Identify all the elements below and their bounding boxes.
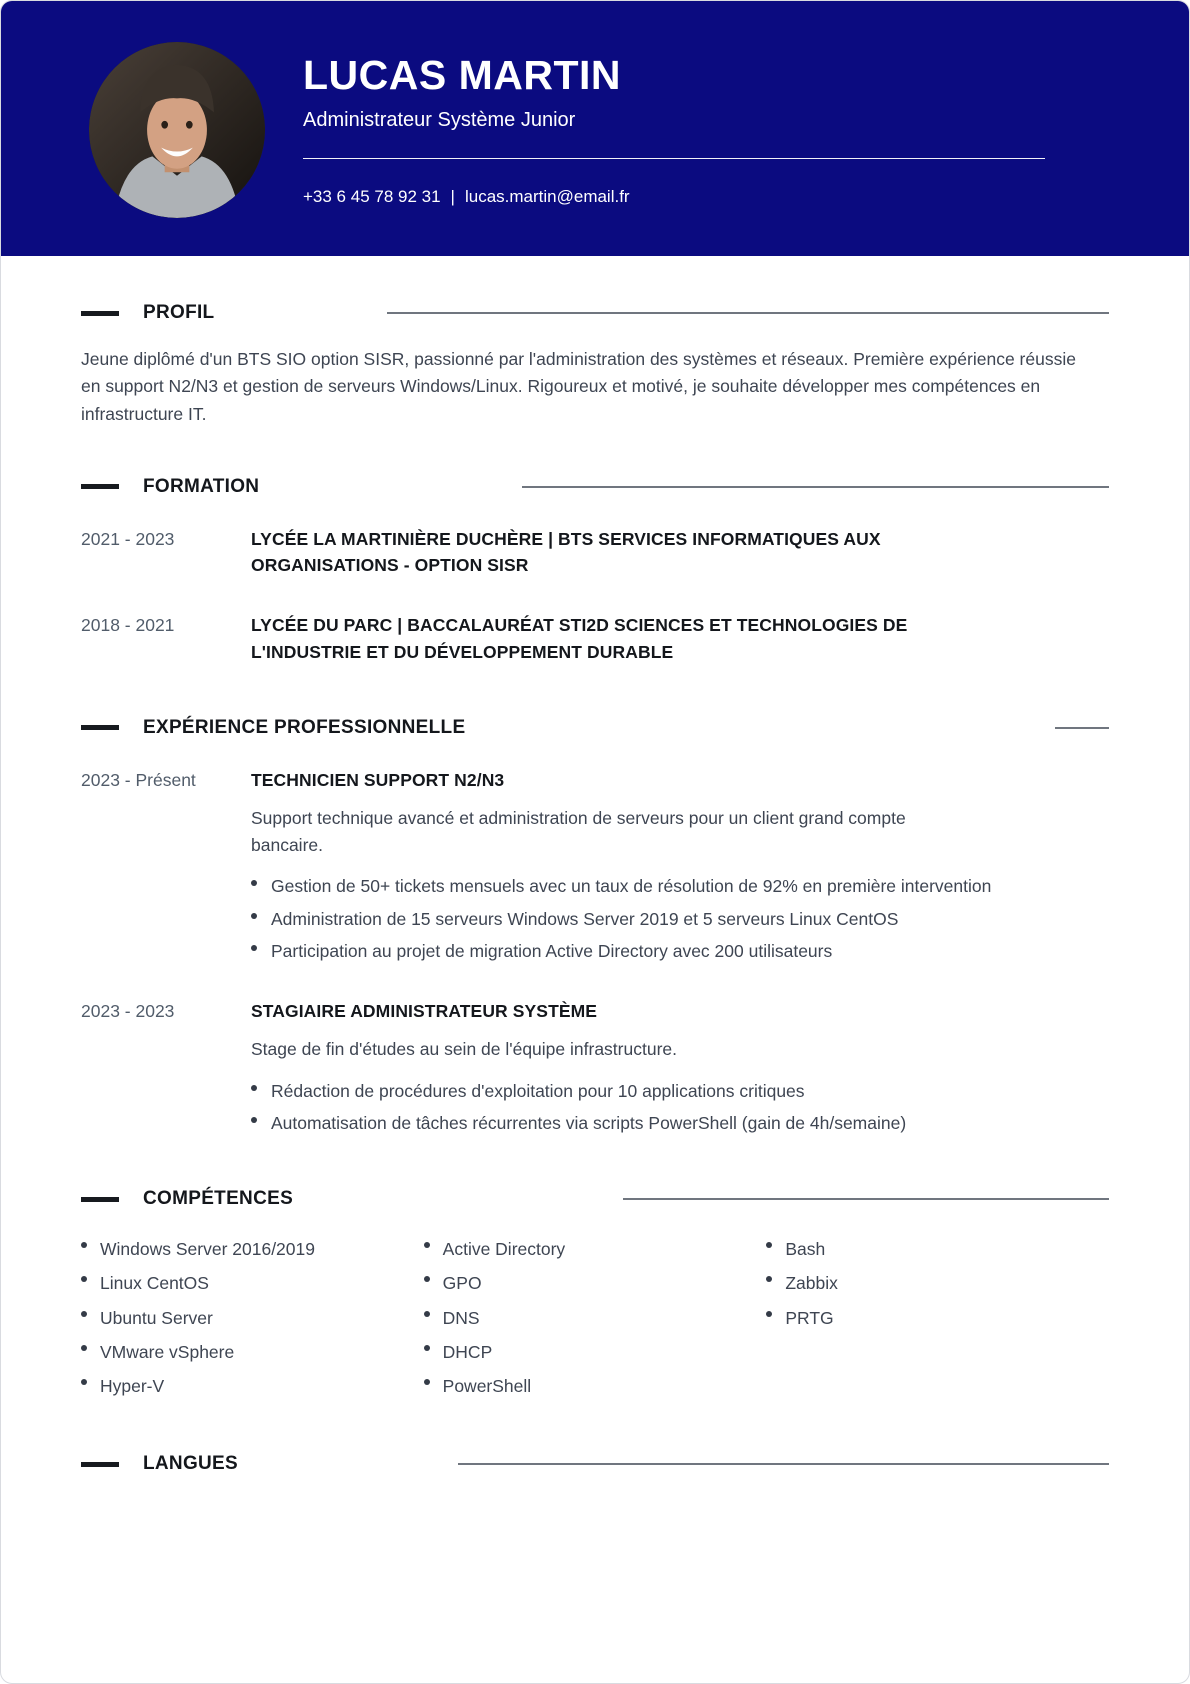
skill-label: Ubuntu Server <box>100 1307 213 1328</box>
skill-item <box>424 1270 767 1296</box>
profil-text: Jeune diplômé d'un BTS SIO option SISR, passionné par l'administration des systèmes et réseaux. Première expérience réussie en support N2/N3 et gestion de serveurs Windows/Linux. Rigoureux et motivé, je souhaite développer mes compétences en infrastructure IT. <box>81 349 1076 424</box>
section-title-langues: LANGUES <box>143 1453 238 1475</box>
entry-title: LYCÉE LA MARTINIÈRE DUCHÈRE | BTS SERVICES INFORMATIQUES AUX ORGANISATIONS - OPTION SISR <box>251 528 881 576</box>
entry-title: LYCÉE DU PARC | BACCALAURÉAT STI2D SCIENCES ET TECHNOLOGIES DE L'INDUSTRIE ET DU DÉVELOPPEMENT DURABLE <box>251 615 908 662</box>
skill-item <box>424 1339 767 1365</box>
bullet-dot <box>251 913 257 919</box>
skills-column-3 <box>766 1236 1109 1407</box>
bullet-dot <box>251 1085 257 1091</box>
entry-description: Support technique avancé et administration de serveurs pour un client grand compte bancaire. <box>251 808 906 856</box>
section-heading-formation <box>81 476 1109 498</box>
entry-title: TECHNICIEN SUPPORT N2/N3 <box>251 769 505 790</box>
skill-label: Hyper-V <box>100 1376 165 1397</box>
entry-dates: 2018 - 2021 <box>81 615 175 636</box>
bullet-text: Automatisation de tâches récurrentes via scripts PowerShell (gain de 4h/semaine) <box>271 1112 907 1133</box>
section-heading-experience <box>81 717 1109 739</box>
skill-label: PRTG <box>785 1307 834 1328</box>
bullet-dot <box>424 1311 430 1317</box>
section-profil <box>81 302 1109 428</box>
bullet-dot <box>424 1242 430 1248</box>
section-title-experience: EXPÉRIENCE PROFESSIONNELLE <box>143 716 466 738</box>
header-text <box>303 50 1109 207</box>
section-rule <box>522 486 1109 488</box>
entry-main <box>251 767 1109 964</box>
section-rule <box>623 1198 1109 1200</box>
skill-item <box>81 1270 424 1296</box>
skill-item <box>424 1305 767 1331</box>
skill-item <box>81 1305 424 1331</box>
bullet-dot <box>81 1379 87 1385</box>
resume-body <box>1 302 1189 1475</box>
profile-photo <box>89 42 265 218</box>
section-langues <box>81 1453 1109 1475</box>
section-dash <box>81 1197 119 1202</box>
skill-label: Zabbix <box>785 1273 838 1294</box>
bullet-text: Participation au projet de migration Active Directory avec 200 utilisateurs <box>271 940 833 961</box>
header-divider <box>303 158 1045 159</box>
section-title-competences: COMPÉTENCES <box>143 1188 294 1210</box>
skill-label: DHCP <box>442 1341 493 1362</box>
bullet-item <box>251 938 1006 964</box>
skill-label: VMware vSphere <box>100 1341 235 1362</box>
section-rule <box>458 1463 1109 1465</box>
header <box>1 1 1189 256</box>
formation-entry <box>81 526 1109 579</box>
section-formation <box>81 476 1109 665</box>
section-dash <box>81 484 119 489</box>
bullet-dot <box>424 1379 430 1385</box>
entry-title: STAGIAIRE ADMINISTRATEUR SYSTÈME <box>251 1001 598 1022</box>
entry-description: Stage de fin d'études au sein de l'équipe infrastructure. <box>251 1039 677 1060</box>
skill-item <box>424 1373 767 1399</box>
skill-item <box>766 1305 1109 1331</box>
skill-label: Bash <box>785 1239 826 1260</box>
skill-item <box>424 1236 767 1262</box>
skill-label: GPO <box>442 1273 482 1294</box>
bullet-dot <box>766 1242 772 1248</box>
bullet-text: Administration de 15 serveurs Windows Server 2019 et 5 serveurs Linux CentOS <box>271 908 899 929</box>
entry-bullet-list <box>251 1078 1109 1137</box>
skill-label: DNS <box>442 1307 480 1328</box>
skill-item <box>81 1373 424 1399</box>
bullet-item <box>251 1110 1006 1136</box>
section-heading-competences <box>81 1188 1109 1210</box>
bullet-dot <box>81 1242 87 1248</box>
bullet-dot <box>251 1117 257 1123</box>
section-experience <box>81 717 1109 1136</box>
skill-label: Windows Server 2016/2019 <box>100 1239 315 1260</box>
bullet-text: Gestion de 50+ tickets mensuels avec un taux de résolution de 92% en première intervention <box>271 876 992 897</box>
experience-entry <box>81 998 1109 1136</box>
bullet-dot <box>251 945 257 951</box>
section-title-formation: FORMATION <box>143 475 260 497</box>
skill-item <box>81 1339 424 1365</box>
skills-grid <box>81 1236 1109 1407</box>
contact-info <box>303 187 1109 207</box>
contact-email: lucas.martin@email.fr <box>464 187 630 207</box>
section-competences <box>81 1188 1109 1407</box>
entry-dates: 2023 - 2023 <box>81 1001 175 1022</box>
entry-dates: 2021 - 2023 <box>81 528 175 549</box>
bullet-dot <box>766 1311 772 1317</box>
bullet-dot <box>766 1276 772 1282</box>
bullet-dot <box>81 1311 87 1317</box>
contact-phone: +33 6 45 78 92 31 <box>303 187 441 207</box>
formation-entry <box>81 612 1109 665</box>
bullet-dot <box>424 1345 430 1351</box>
bullet-item <box>251 873 1006 899</box>
entry-main <box>251 998 1109 1136</box>
section-dash <box>81 311 119 316</box>
skill-item <box>766 1270 1109 1296</box>
section-dash <box>81 725 119 730</box>
job-title: Administrateur Système Junior <box>303 109 576 132</box>
candidate-name: LUCAS MARTIN <box>303 51 622 98</box>
entry-main <box>251 526 1109 579</box>
section-heading-langues <box>81 1453 1109 1475</box>
section-title-profil: PROFIL <box>143 302 215 323</box>
entry-bullet-list <box>251 873 1109 964</box>
bullet-item <box>251 1078 1006 1104</box>
skill-item <box>81 1236 424 1262</box>
profile-photo-illustration <box>89 42 265 218</box>
section-rule <box>1055 727 1109 729</box>
skill-label: Active Directory <box>442 1239 566 1260</box>
section-rule <box>387 312 1109 314</box>
experience-entry <box>81 767 1109 964</box>
bullet-dot <box>251 880 257 886</box>
section-dash <box>81 1462 119 1467</box>
contact-separator: | <box>450 187 455 207</box>
bullet-item <box>251 906 1006 932</box>
entry-dates: 2023 - Présent <box>81 769 196 790</box>
skill-item <box>766 1236 1109 1262</box>
section-heading-profil <box>81 302 1109 324</box>
bullet-dot <box>81 1345 87 1351</box>
bullet-dot <box>424 1276 430 1282</box>
skills-column-2 <box>424 1236 767 1407</box>
skills-column-1 <box>81 1236 424 1407</box>
bullet-text: Rédaction de procédures d'exploitation pour 10 applications critiques <box>271 1080 805 1101</box>
skill-label: PowerShell <box>442 1376 532 1397</box>
skill-label: Linux CentOS <box>100 1273 209 1294</box>
entry-main <box>251 612 1109 665</box>
bullet-dot <box>81 1276 87 1282</box>
